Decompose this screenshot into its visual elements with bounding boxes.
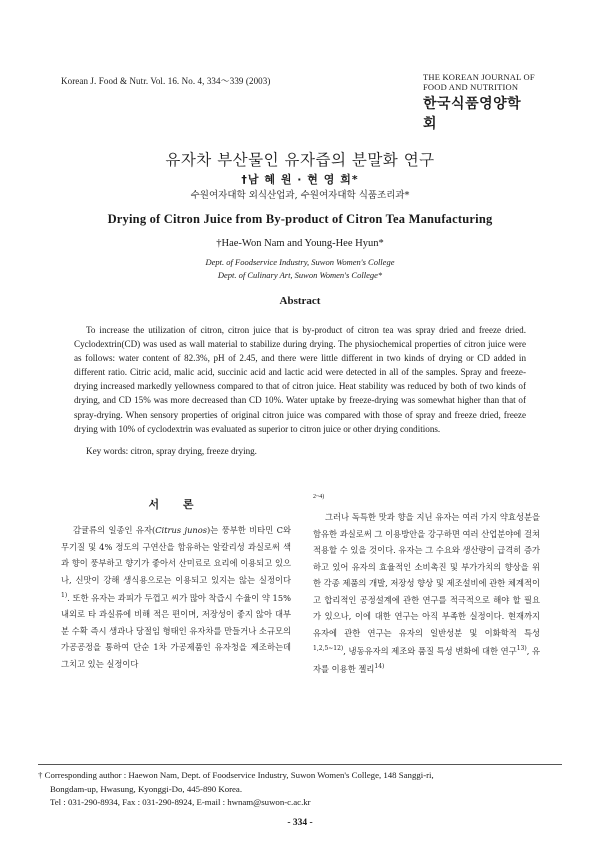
affiliation-english-1: Dept. of Foodservice Industry, Suwon Women's College: [205, 257, 395, 267]
citation: 1): [61, 592, 68, 599]
masthead-line-1: THE KOREAN JOURNAL OF: [423, 72, 535, 82]
abstract-heading: Abstract: [279, 295, 321, 307]
intro-text-b: )는 풍부한 비타민 C와 무기질 및 4% 정도의 구연산을 함유하는 알칼리성 과실로써 색과 향이 풍부하고 향기가 좋아서 산미료로 요리에 이용되고 있으나, 신맛이 강해 생식용으로는 이용되고 있지는 않는 실정이다: [61, 525, 291, 585]
intro-text-e: , 냉동유자의 제조와 품질 특성 변화에 대한 연구: [343, 645, 517, 656]
journal-masthead: [423, 72, 535, 133]
authors-english: †Hae-Won Nam and Young-Hee Hyun*: [216, 238, 384, 249]
journal-reference: Korean J. Food & Nutr. Vol. 16. No. 4, 334～339 (2003): [61, 76, 271, 86]
intro-text-f: , 유자를 이용한 젤리: [313, 645, 540, 675]
title-english: Drying of Citron Juice from By-product of Citron Tea Manufacturing: [107, 212, 493, 226]
masthead-korean: 한국식품영양학회: [423, 96, 522, 132]
intro-text-a: 감귤류의 일종인 유자(: [73, 525, 156, 535]
footnote-line-1: † Corresponding author : Haewon Nam, Dept. of Foodservice Industry, Suwon Women's College, 148 Sanggi-ri,: [38, 770, 434, 780]
page-number: - 334 -: [287, 818, 313, 828]
intro-right-column: [313, 509, 540, 678]
affiliation-korean: 수원여자대학 외식산업과, 수원여자대학 식품조리과*: [190, 190, 410, 201]
intro-paragraph-2: [313, 509, 540, 678]
intro-left-column: [61, 522, 291, 672]
footnote-divider: [38, 764, 562, 765]
citation: 1,2,5~12): [313, 645, 344, 652]
masthead-line-2: FOOD AND NUTRITION: [423, 82, 519, 92]
corresponding-author-footnote: [38, 769, 562, 810]
intro-text-c: . 또한 유자는 과피가 두껍고 씨가 많아 착즙시 수율이 약 15% 내외로 타 과실류에 비해 적은 편이며, 저장성이 좋지 않아 대부분 수확 즉시 생과나 당절임 형태인 유자차를 만들거나 소규모의 가공공정을 통하여 단순 1차 가공제품인 유자청을 제조하는데 그치고 있는 실정이다: [61, 592, 291, 669]
footnote-line-2: Bongdam-up, Hwasung, Kyonggi-Do, 445-890 Korea.: [50, 783, 243, 794]
abstract-text: To increase the utilization of citron, citron juice that is by-product of citron tea was spray dried and freeze dried. Cyclodextrin(CD) was used as wall material to stabilize during drying. The physiochemical properties of citron juice were as follows: water content of 82.3%, pH of 2.45, and there were little different in two kinds of drying or CD added in different ratio. Citric acid, malic acid, succinic acid and lactic acid were detected in all of the samples. Spray and freeze-drying increased markedly yellowness compared to that of citron juice. Heat stability was reduced by both of two kinds of drying, and CD 15% was more decreased than CD 10%. Water uptake by freeze-drying was somewhat higher than that of spray-drying. When sensory properties of original citron juice was compared with those of spray and freeze dried, freeze drying with 10% of cyclodextrin was evaluated as superior to citron juice or other drying conditions.: [74, 325, 526, 434]
species-name: Citrus junos: [155, 525, 208, 535]
section-heading-introduction: 서 론: [148, 498, 204, 511]
footnote-line-3: Tel : 031-290-8934, Fax : 031-290-8924, E-mail : hwnam@suwon-c.ac.kr: [50, 797, 311, 807]
abstract-body: [74, 323, 526, 436]
authors-korean: †남 혜 원 · 현 영 희*: [241, 173, 359, 186]
citation-top-right: 2~4): [313, 494, 325, 500]
title-korean: 유자차 부산물인 유자즙의 분말화 연구: [165, 151, 435, 169]
intro-text-d: 그러나 독특한 맛과 향을 지닌 유자는 여러 가지 약효성분을 함유한 과실로써 그 이용방안을 강구하면 여러 산업분야에 걸쳐 적용할 수 있을 것이다. 유자는 그 수요와 생산량이 급격히 증가하고 있어 유자의 효율적인 소비촉진 및 부가가치의 향상을 위한 각종 제품의 개발, 저장성 향상 및 제조설비에 관한 체계적이고 합리적인 공정설계에 관한 연구를 적극적으로 해야 할 필요가 있으나, 이에 대한 연구는 아직 부족한 실정이다. 현재까지 유자에 관한 연구는 유자의 일반성분 및 이화학적 특성: [313, 512, 540, 638]
affiliation-english-2: Dept. of Culinary Art, Suwon Women's College*: [217, 270, 383, 280]
citation: 13): [516, 645, 527, 652]
intro-paragraph-1: [61, 522, 291, 672]
keywords: Key words: citron, spray drying, freeze drying.: [86, 446, 257, 456]
citation: 14): [374, 663, 385, 671]
